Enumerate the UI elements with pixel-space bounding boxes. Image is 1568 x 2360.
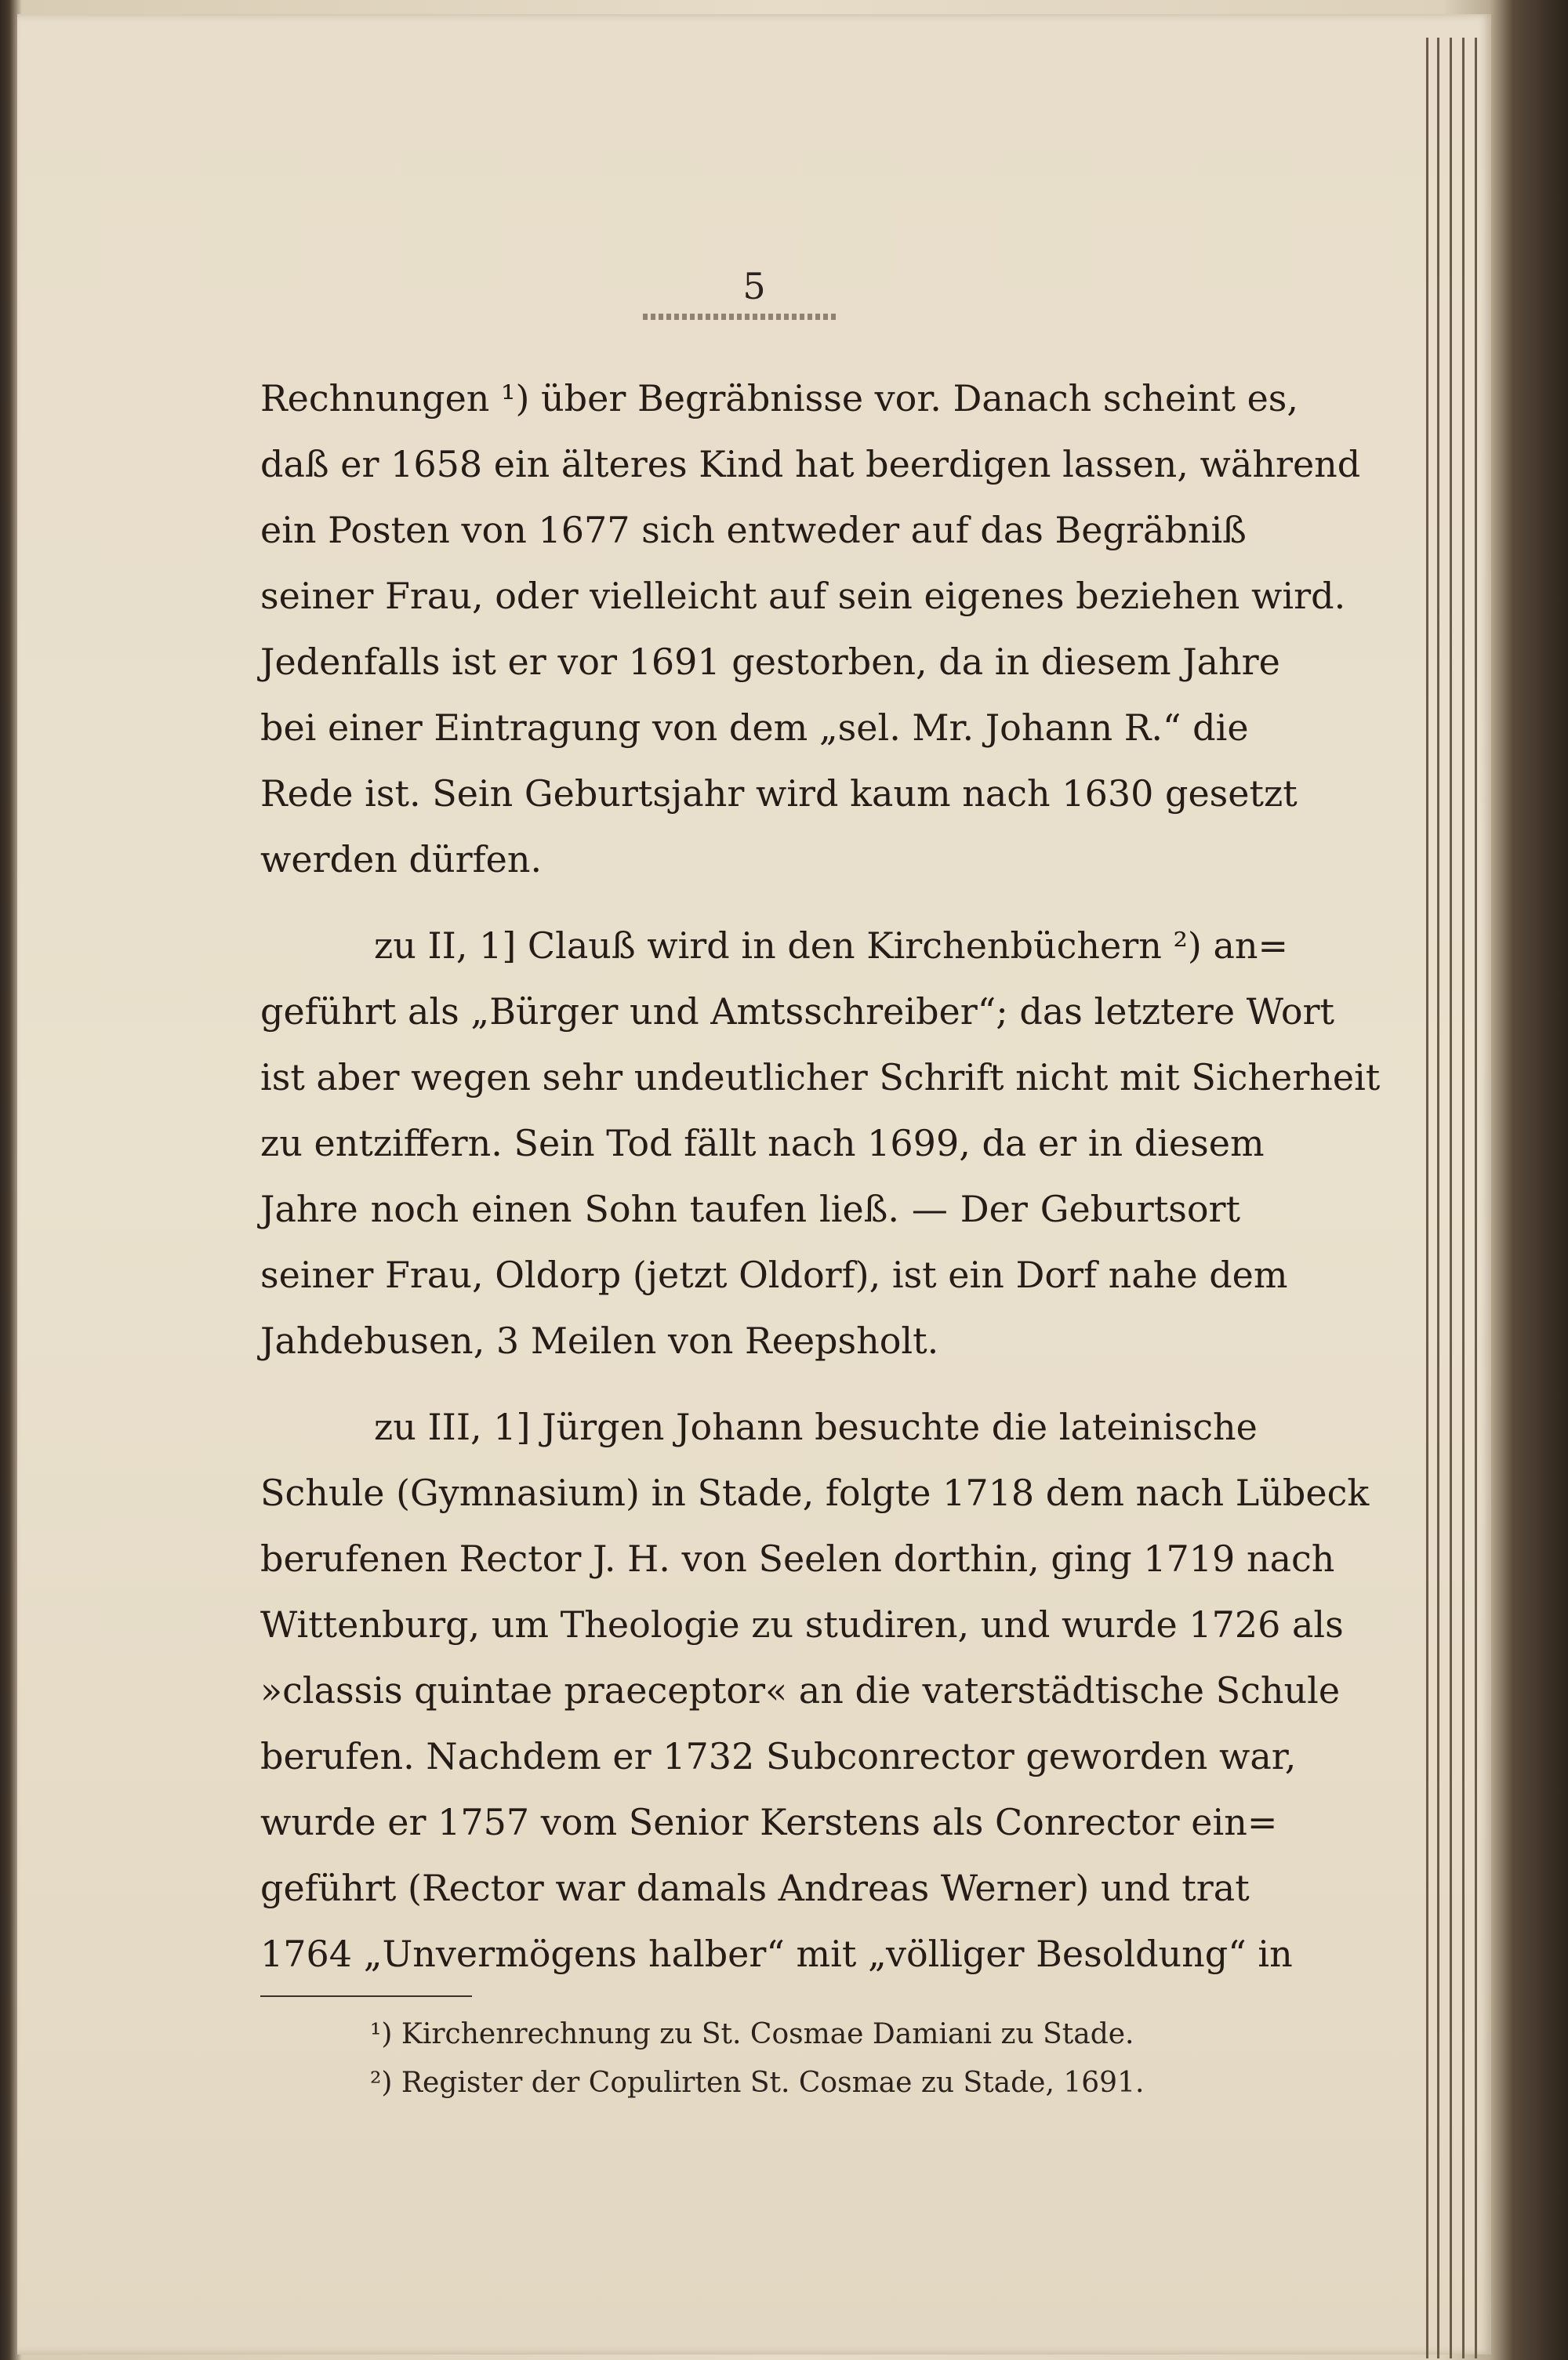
page-edges [1414,38,1491,2358]
text-line: Rede ist. Sein Geburtsjahr wird kaum nach 1630 gesetzt [260,772,1298,815]
text-line: berufen. Nachdem er 1732 Subconrector geworden war, [260,1735,1297,1777]
text-line: seiner Frau, Oldorp (jetzt Oldorf), ist ein Dorf nahe dem [260,1254,1288,1296]
footnote: ¹) Kirchenrechnung zu St. Cosmae Damiani zu Stade. [370,2018,1134,2050]
footnote: ²) Register der Copulirten St. Cosmae zu Stade, 1691. [370,2067,1145,2099]
text-line: ist aber wegen sehr undeutlicher Schrift nicht mit Sicherheit [260,1056,1381,1098]
text-line: bei einer Eintragung von dem „sel. Mr. Johann R.“ die [260,706,1249,749]
text-line: Schule (Gymnasium) in Stade, folgte 1718 dem nach Lübeck [260,1472,1370,1514]
page-number-ornament [643,314,839,320]
text-line: geführt (Rector war damals Andreas Werner) und trat [260,1867,1250,1909]
text-line: berufenen Rector J. H. von Seelen dorthin, ging 1719 nach [260,1538,1335,1580]
text-line: werden dürfen. [260,838,543,880]
text-line: geführt als „Bürger und Amtsschreiber“; das letztere Wort [260,990,1335,1033]
footnote-divider [260,1995,472,1997]
text-line: wurde er 1757 vom Senior Kerstens als Conrector ein= [260,1801,1278,1843]
page-number: 5 [742,265,766,307]
text-line: 1764 „Unvermögens halber“ mit „völliger Besoldung“ in [260,1933,1293,1975]
text-line: »classis quintae praeceptor« an die vaterstädtische Schule [260,1669,1341,1712]
text-line: Rechnungen ¹) über Begräbnisse vor. Danach scheint es, [260,377,1299,419]
text-line: Jahdebusen, 3 Meilen von Reepsholt. [260,1320,939,1362]
text-line: zu entziffern. Sein Tod fällt nach 1699, da er in diesem [260,1122,1265,1164]
book-page [17,14,1491,2355]
text-line: Wittenburg, um Theologie zu studiren, und wurde 1726 als [260,1603,1344,1646]
text-line: zu II, 1] Clauß wird in den Kirchenbüchern ²) an= [374,924,1289,967]
text-line: seiner Frau, oder vielleicht auf sein eigenes beziehen wird. [260,575,1346,617]
text-line: Jedenfalls ist er vor 1691 gestorben, da in diesem Jahre [260,641,1280,683]
text-line: Jahre noch einen Sohn taufen ließ. — Der Geburtsort [260,1188,1240,1230]
text-line: daß er 1658 ein älteres Kind hat beerdigen lassen, während [260,443,1361,485]
text-line: zu III, 1] Jürgen Johann besuchte die lateinische [374,1406,1258,1448]
text-line: ein Posten von 1677 sich entweder auf das Begräbniß [260,509,1247,551]
